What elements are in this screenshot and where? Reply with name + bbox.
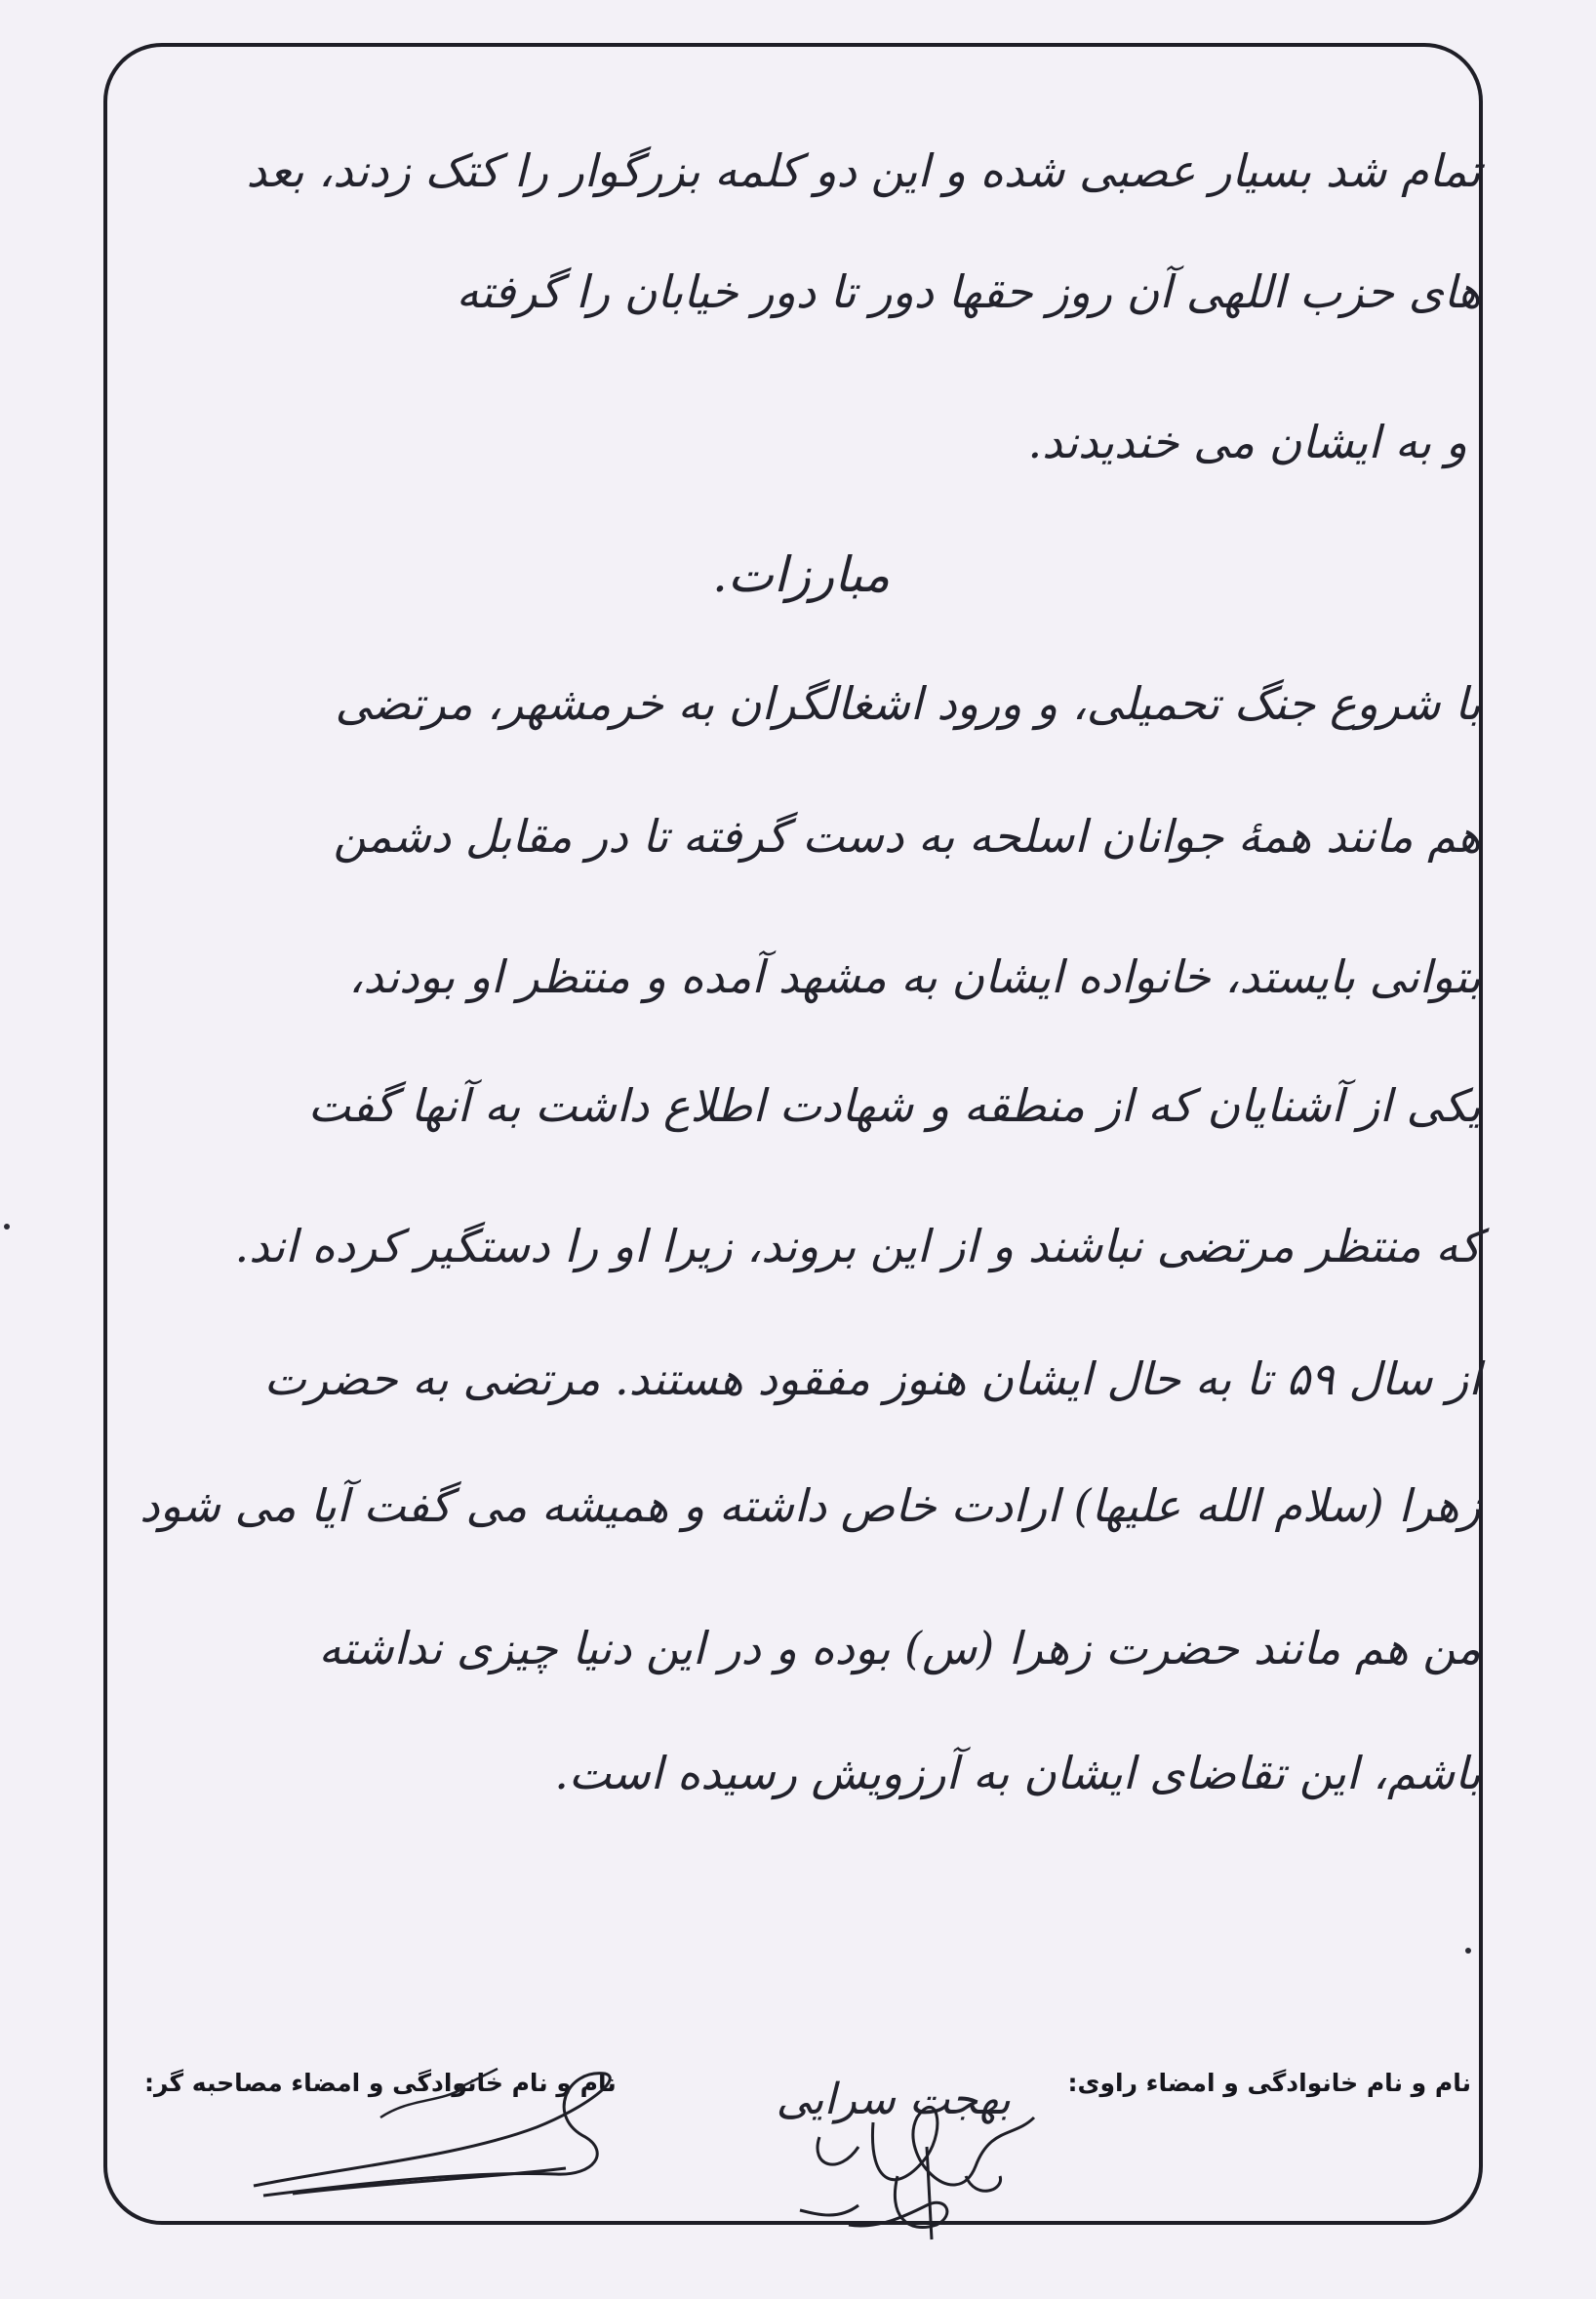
- interviewer-label: نام و نام خانوادگی و امضاء مصاحبه گر:: [144, 2069, 617, 2097]
- text-line-2: های حزب اللهی آن روز حقها دور تا دور خیابان را گرفته: [456, 265, 1481, 318]
- text-line-11: من هم مانند حضرت زهرا (س) بوده و در این دنیا چیزی نداشته: [318, 1622, 1481, 1674]
- text-line-4: با شروع جنگ تحمیلی، و ورود اشغالگران به خرمشهر، مرتضی: [335, 677, 1481, 730]
- section-heading: مبارزات.: [712, 546, 891, 603]
- text-line-8: که منتظر مرتضی نباشند و از این بروند، زیرا او را دستگیر کرده اند.: [234, 1220, 1481, 1272]
- paper-speck: [4, 1224, 10, 1230]
- narrator-label: نام و نام خانوادگی و امضاء راوی:: [1067, 2069, 1471, 2097]
- page-border: [103, 43, 1483, 2225]
- text-line-10: زهرا (سلام الله علیها) ارادت خاص داشته و همیشه می گفت آیا می شود: [140, 1479, 1481, 1532]
- text-line-6: بتوانی بایستد، خانواده ایشان به مشهد آمده و منتظر او بودند،: [348, 950, 1481, 1003]
- text-line-7: یکی از آشنایان که از منطقه و شهادت اطلاع داشت به آنها گفت: [307, 1079, 1481, 1132]
- paper-speck: [1465, 1948, 1471, 1954]
- narrator-signature: [780, 2030, 1073, 2254]
- text-line-3: و به ایشان می خندیدند.: [1027, 416, 1467, 468]
- narrator-name: بهجت سرایی: [776, 2075, 1011, 2124]
- interviewer-signature: [234, 2059, 644, 2205]
- text-line-12: باشم، این تقاضای ایشان به آرزویش رسیده است.: [554, 1747, 1481, 1799]
- text-line-1: تمام شد بسیار عصبی شده و این دو کلمه بزرگوار را کتک زدند، بعد: [246, 144, 1481, 197]
- text-line-5: هم مانند همهٔ جوانان اسلحه به دست گرفته تا در مقابل دشمن: [333, 810, 1481, 863]
- text-line-9: از سال ۵۹ تا به حال ایشان هنوز مفقود هستند. مرتضی به حضرت: [263, 1352, 1481, 1405]
